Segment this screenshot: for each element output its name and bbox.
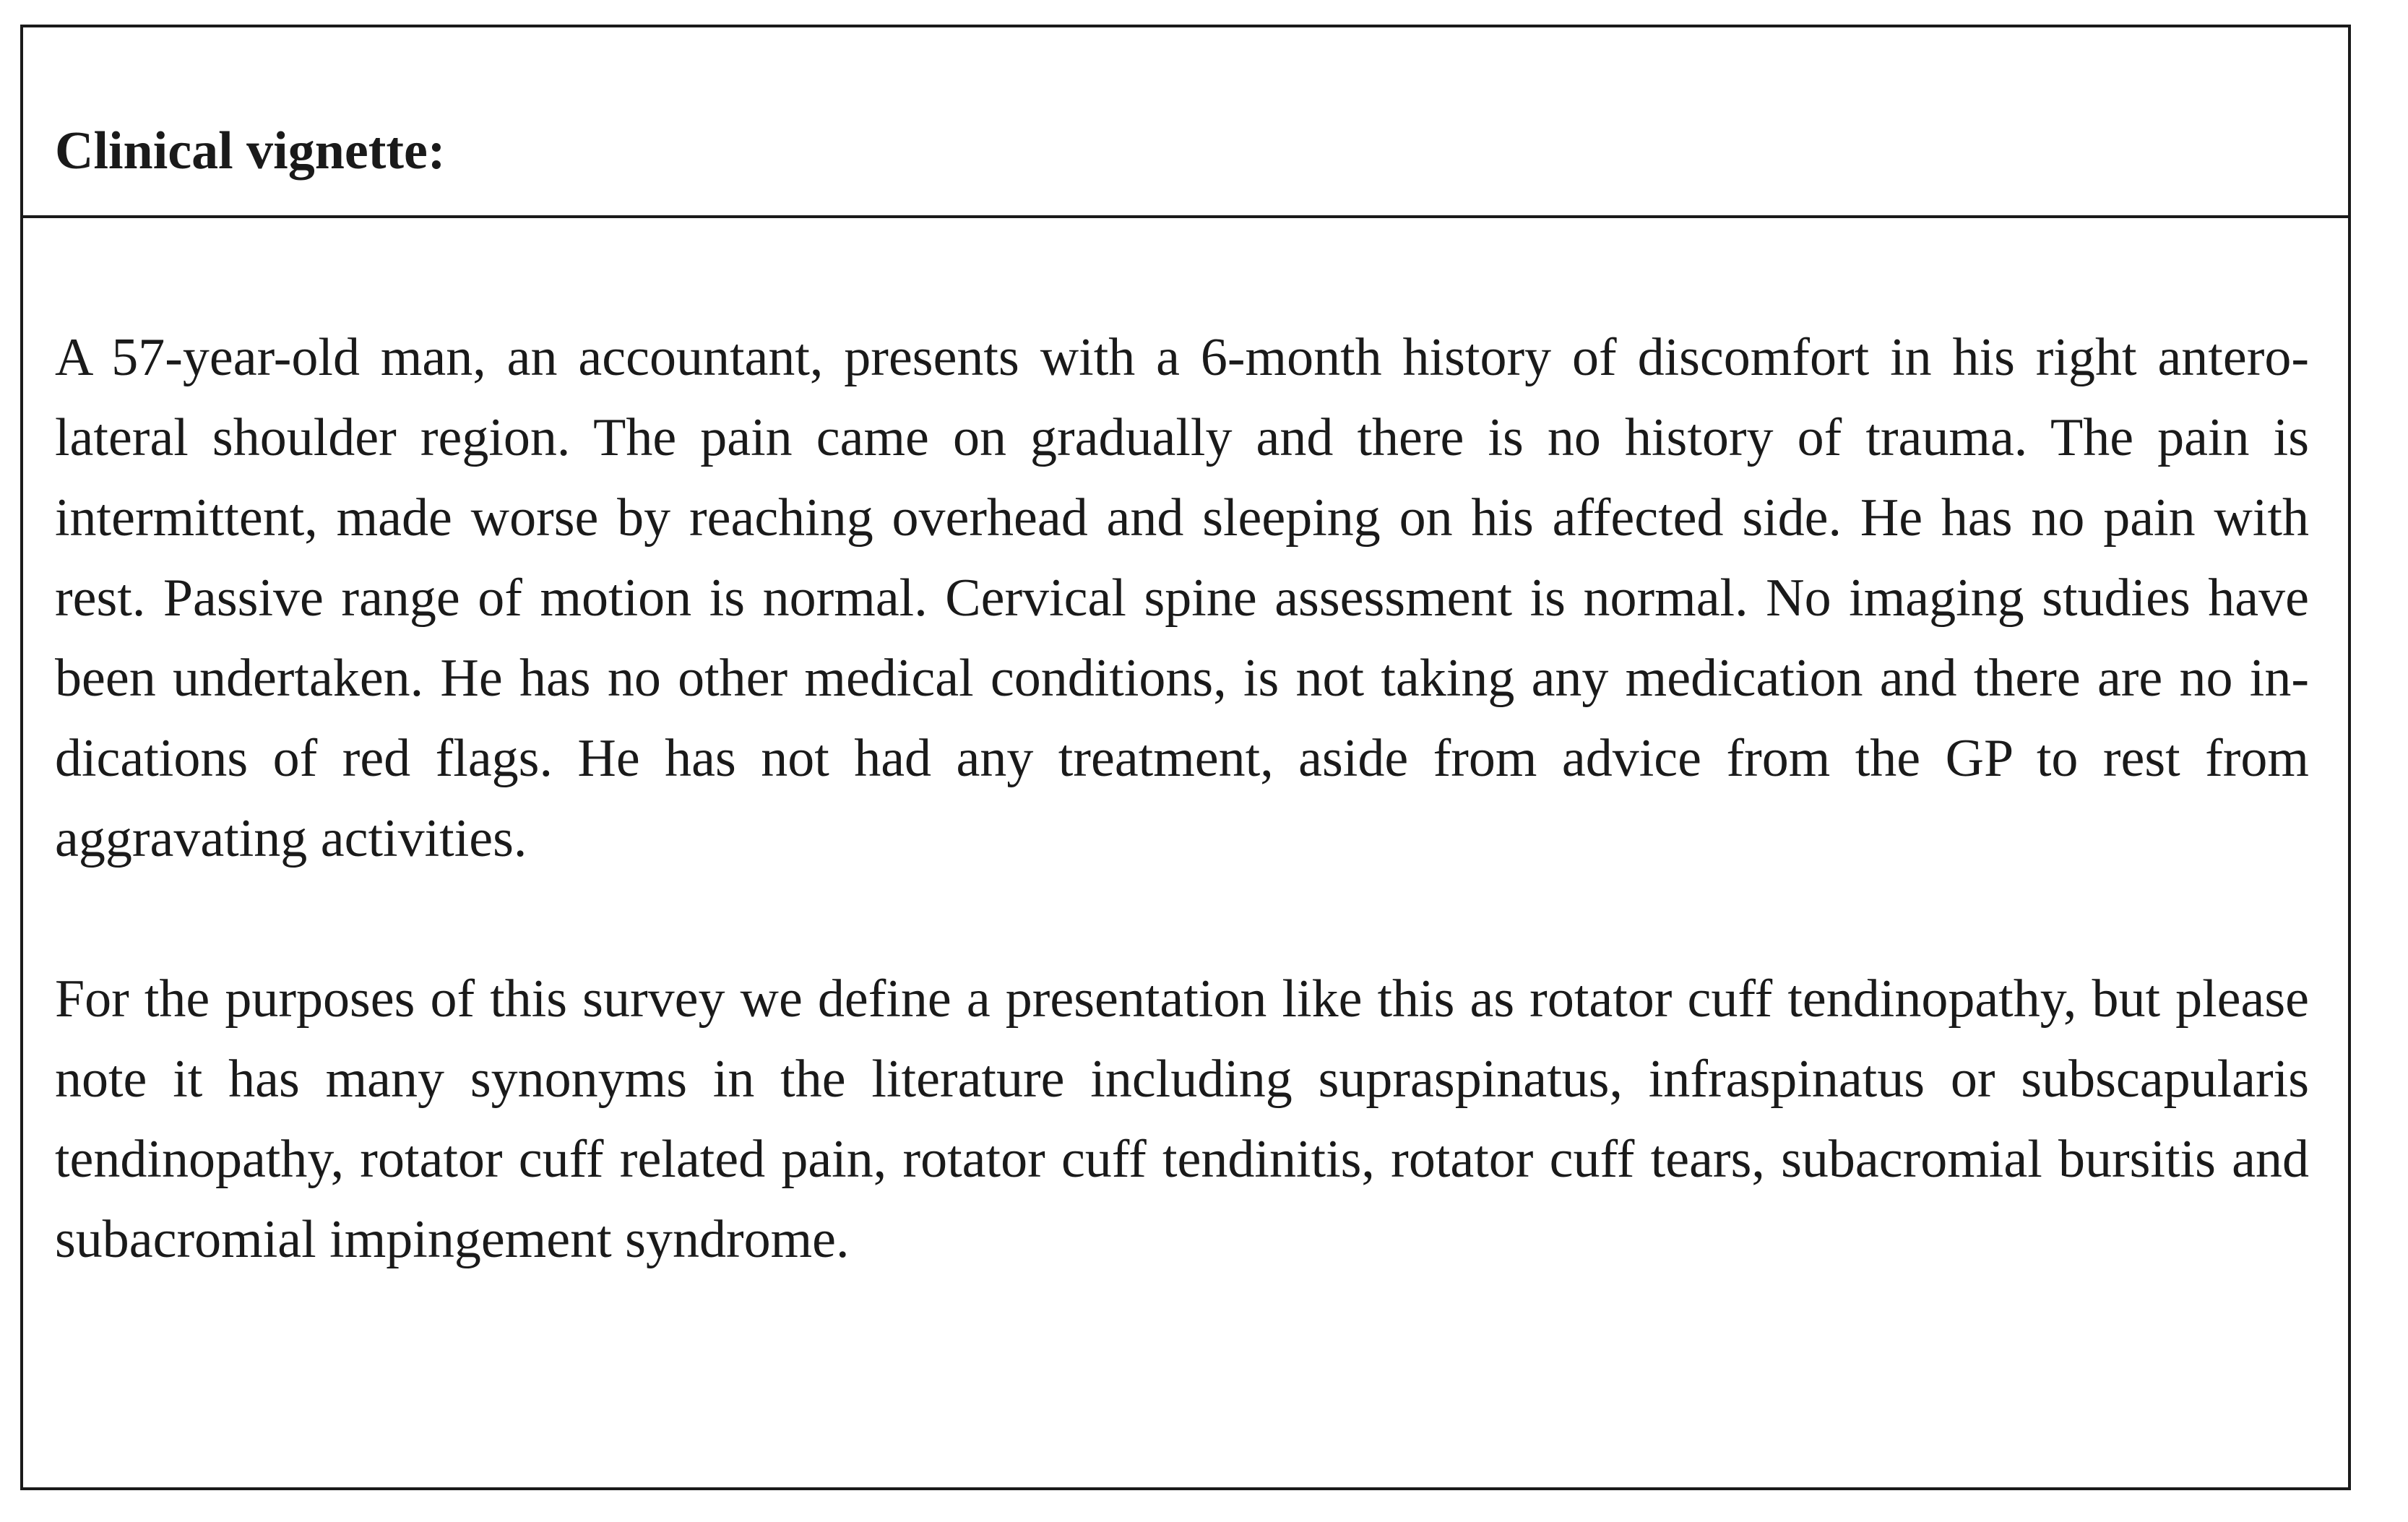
definition-paragraph: For the purposes of this survey we define a presentation like this as rotator cuff tendinopathy, but please note it has many synonyms in the literature including supraspinatus, infraspinatus or subscapularis tendinopathy, rotator cuff related pain, rotator cuff tendinitis, rotator cuff tears, subacromial bursitis and subacromial impingement syndrome.: [55, 969, 2309, 1269]
case-description-paragraph: A 57-year-old man, an accountant, presents with a 6-month history of discomfort in his right antero-lateral shoulder region. The pain came on gradually and there is no history of trauma. The pain is intermittent, made worse by reaching overhead and sleeping on his affected side. He has no pain with rest. Passive range of motion is normal. Cervical spine assessment is normal. No imaging studies have been undertaken. He has no other medical conditions, is not taking any medication and there are no indications of red flags. He has not had any treatment, aside from advice from the GP to rest from aggravating activities.: [55, 328, 2309, 868]
clinical-vignette-box: [20, 25, 2351, 1490]
vignette-body: [55, 318, 2309, 1280]
vignette-title: Clinical vignette:: [55, 121, 446, 181]
vignette-header: [23, 27, 2348, 218]
